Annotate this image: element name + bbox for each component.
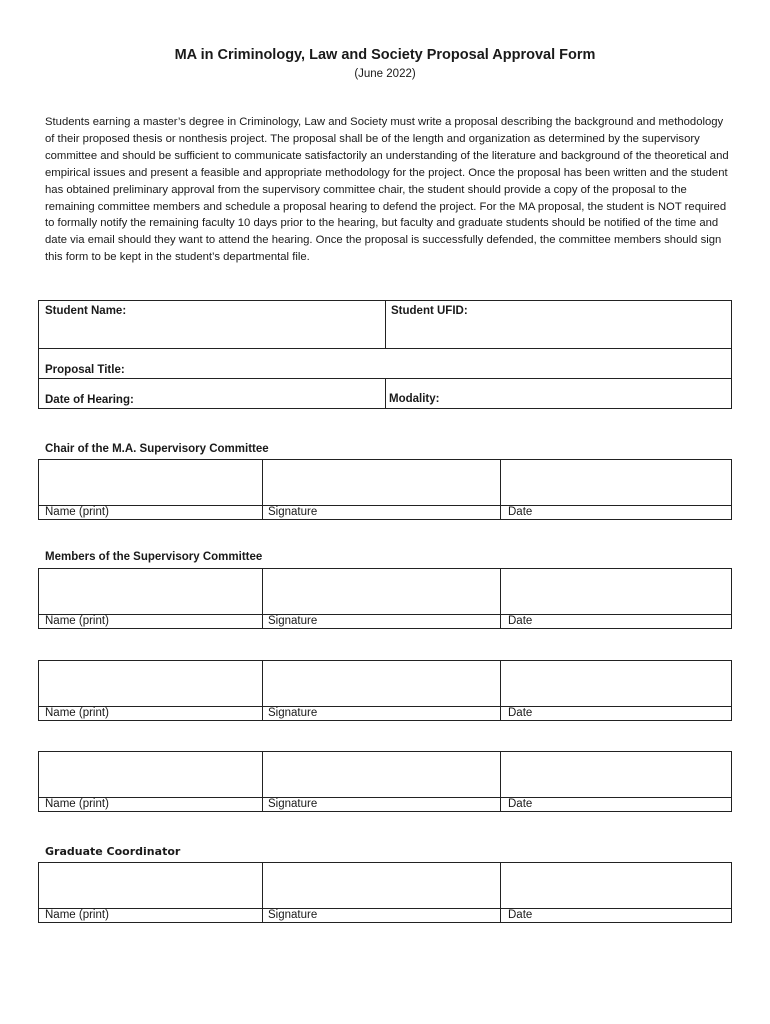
signature-line (39, 908, 731, 909)
chair-signature-block (38, 459, 732, 520)
signature-caption: Signature (268, 909, 318, 921)
date-caption: Date (508, 506, 533, 518)
modality-label: Modality: (389, 393, 440, 405)
signature-caption: Signature (268, 615, 318, 627)
member-3-date-field[interactable] (501, 752, 731, 797)
signature-line (39, 505, 731, 506)
date-caption: Date (508, 707, 533, 719)
members-section-heading: Members of the Supervisory Committee (45, 551, 263, 563)
name-caption: Name (print) (45, 707, 109, 719)
chair-date-field[interactable] (501, 460, 731, 505)
coordinator-signature-field[interactable] (263, 863, 500, 908)
student-info-table (38, 300, 732, 409)
member-2-signature-field[interactable] (263, 661, 500, 706)
proposal-title-field[interactable] (39, 349, 731, 378)
date-of-hearing-label: Date of Hearing: (45, 394, 134, 406)
name-caption: Name (print) (45, 798, 109, 810)
signature-caption: Signature (268, 506, 318, 518)
student-name-field[interactable] (39, 301, 385, 348)
member-1-name-field[interactable] (39, 569, 262, 614)
signature-line (39, 797, 731, 798)
student-ufid-field[interactable] (386, 301, 731, 348)
name-caption: Name (print) (45, 909, 109, 921)
signature-line (39, 614, 731, 615)
member-1-date-field[interactable] (501, 569, 731, 614)
member-3-signature-block (38, 751, 732, 812)
chair-signature-field[interactable] (263, 460, 500, 505)
date-of-hearing-field[interactable] (39, 379, 385, 409)
modality-field[interactable] (386, 379, 731, 409)
chair-section-heading: Chair of the M.A. Supervisory Committee (45, 443, 269, 455)
form-date: (June 2022) (354, 68, 416, 80)
student-name-label: Student Name: (45, 305, 127, 317)
member-2-signature-block (38, 660, 732, 721)
member-3-name-field[interactable] (39, 752, 262, 797)
coordinator-name-field[interactable] (39, 863, 262, 908)
date-caption: Date (508, 798, 533, 810)
name-caption: Name (print) (45, 615, 109, 627)
chair-name-field[interactable] (39, 460, 262, 505)
student-ufid-label: Student UFID: (391, 305, 468, 317)
member-2-date-field[interactable] (501, 661, 731, 706)
date-caption: Date (508, 615, 533, 627)
instructions-paragraph: Students earning a master’s degree in Criminology, Law and Society must write a proposal describing the background and methodology of their proposed thesis or nonthesis project. The proposal shall be of the length and organization as determined by the supervisory committee and should be sufficient to communicate satisfactorily an understanding of the literature and background of the theoretical and empirical issues and present a feasible and appropriate methodology for the project. Once the proposal has been written and the student has obtained preliminary approval from the supervisory committee chair, the student should provide a copy of the proposal to the remaining committee members and schedule a proposal hearing to defend the project. For the MA proposal, the student is NOT required to formally notify the remaining faculty 10 days prior to the hearing, but faculty and graduate students should be notified of the time and date via email should they want to attend the hearing. Once the proposal is successfully defended, the committee members should sign this form to be kept in the student’s departmental file. (45, 116, 729, 264)
form-title: MA in Criminology, Law and Society Proposal Approval Form (174, 47, 596, 63)
coordinator-section-heading: Graduate Coordinator (45, 845, 181, 858)
member-2-name-field[interactable] (39, 661, 262, 706)
member-1-signature-block (38, 568, 732, 629)
signature-caption: Signature (268, 798, 318, 810)
member-1-signature-field[interactable] (263, 569, 500, 614)
member-3-signature-field[interactable] (263, 752, 500, 797)
proposal-title-label: Proposal Title: (45, 364, 125, 376)
coordinator-signature-block (38, 862, 732, 923)
name-caption: Name (print) (45, 506, 109, 518)
signature-caption: Signature (268, 707, 318, 719)
signature-line (39, 706, 731, 707)
coordinator-date-field[interactable] (501, 863, 731, 908)
date-caption: Date (508, 909, 533, 921)
